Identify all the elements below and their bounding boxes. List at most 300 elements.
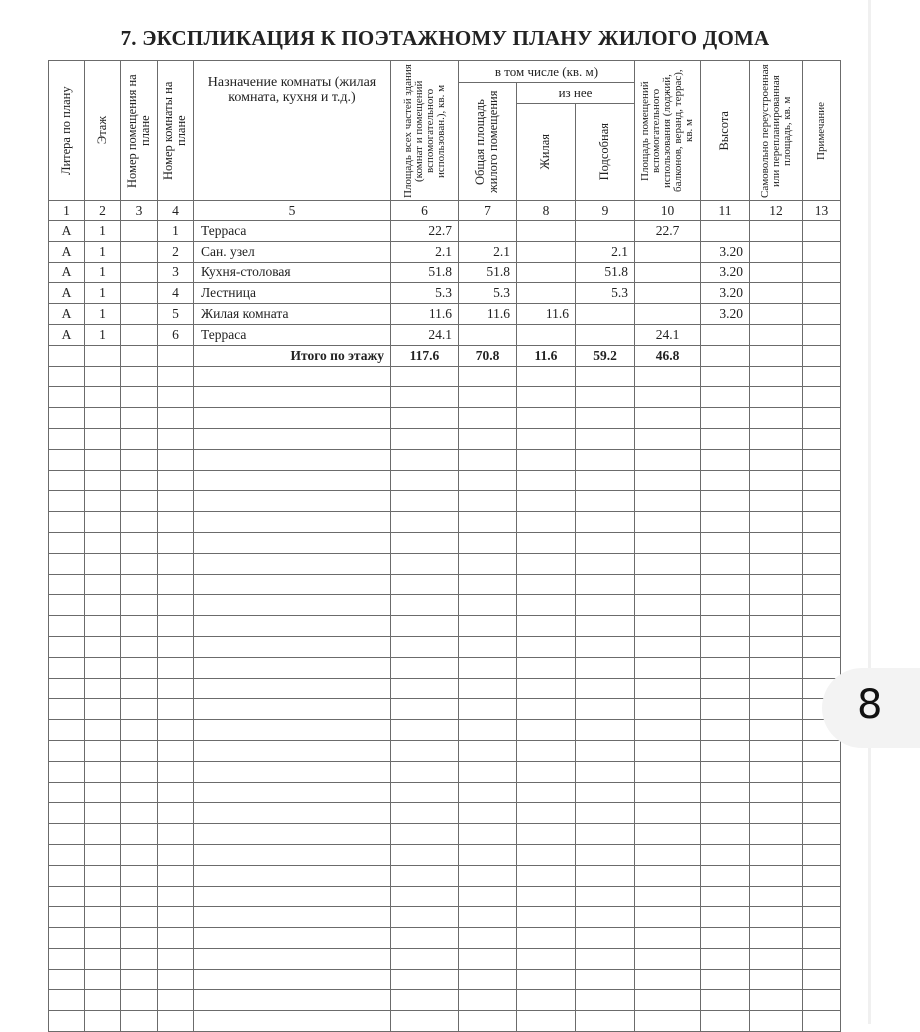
table-cell — [750, 221, 803, 242]
table-cell — [49, 449, 85, 470]
table-cell — [49, 553, 85, 574]
header-living-premise-area — [459, 83, 517, 201]
table-cell — [635, 636, 701, 657]
table-cell — [194, 595, 391, 616]
table-cell — [517, 886, 576, 907]
table-cell — [635, 616, 701, 637]
table-cell — [576, 824, 635, 845]
table-cell — [635, 699, 701, 720]
table-cell: Сан. узел — [194, 241, 391, 262]
column-number: 13 — [803, 201, 841, 221]
table-cell — [121, 241, 158, 262]
table-cell — [750, 678, 803, 699]
table-cell — [49, 678, 85, 699]
table-cell — [459, 761, 517, 782]
table-cell — [49, 803, 85, 824]
table-cell — [701, 512, 750, 533]
table-cell — [121, 428, 158, 449]
table-cell: 24.1 — [391, 324, 459, 345]
header-text: Примечание — [815, 101, 827, 160]
table-cell — [194, 907, 391, 928]
column-number: 2 — [85, 201, 121, 221]
table-cell: 1 — [85, 324, 121, 345]
table-cell — [517, 408, 576, 429]
table-cell — [750, 740, 803, 761]
table-cell — [121, 886, 158, 907]
table-cell — [750, 428, 803, 449]
table-cell — [803, 803, 841, 824]
table-cell — [121, 824, 158, 845]
table-cell — [391, 657, 459, 678]
table-cell: 5.3 — [576, 283, 635, 304]
table-cell — [576, 969, 635, 990]
table-cell — [391, 948, 459, 969]
table-row — [49, 324, 841, 345]
empty-row — [49, 574, 841, 595]
table-cell: А — [49, 283, 85, 304]
table-cell — [803, 761, 841, 782]
table-cell: 3.20 — [701, 241, 750, 262]
table-cell — [576, 907, 635, 928]
column-number: 3 — [121, 201, 158, 221]
table-cell — [576, 428, 635, 449]
table-cell — [158, 470, 194, 491]
table-cell — [391, 636, 459, 657]
table-cell — [194, 491, 391, 512]
table-cell: Терраса — [194, 221, 391, 242]
table-cell — [459, 803, 517, 824]
table-cell — [391, 512, 459, 533]
page-number: 8 — [857, 682, 883, 728]
table-cell — [194, 720, 391, 741]
table-cell — [85, 886, 121, 907]
empty-row — [49, 553, 841, 574]
table-cell — [391, 387, 459, 408]
table-cell — [391, 720, 459, 741]
header-room-purpose: Назначение комнаты (жилая комната, кухня и т.д.) — [194, 61, 391, 201]
table-cell — [121, 969, 158, 990]
table-cell — [750, 1011, 803, 1032]
table-cell — [391, 740, 459, 761]
column-number: 5 — [194, 201, 391, 221]
table-cell — [576, 304, 635, 325]
table-cell — [158, 595, 194, 616]
table-cell — [803, 907, 841, 928]
table-cell — [701, 636, 750, 657]
table-cell — [576, 699, 635, 720]
table-cell — [576, 449, 635, 470]
table-cell — [194, 428, 391, 449]
table-cell — [635, 595, 701, 616]
table-cell — [701, 844, 750, 865]
table-cell — [194, 553, 391, 574]
table-cell — [750, 387, 803, 408]
table-cell — [803, 616, 841, 637]
table-cell — [49, 928, 85, 949]
table-cell — [576, 928, 635, 949]
table-cell — [49, 408, 85, 429]
table-cell — [576, 532, 635, 553]
table-cell — [194, 387, 391, 408]
table-cell: 3.20 — [701, 304, 750, 325]
table-cell — [158, 761, 194, 782]
table-cell — [803, 1011, 841, 1032]
table-cell — [49, 387, 85, 408]
table-cell — [635, 844, 701, 865]
table-cell — [576, 221, 635, 242]
table-cell — [49, 844, 85, 865]
table-cell — [517, 699, 576, 720]
table-cell — [49, 720, 85, 741]
table-cell — [803, 470, 841, 491]
header-room-number — [158, 61, 194, 201]
table-cell — [49, 428, 85, 449]
table-cell — [194, 636, 391, 657]
table-cell — [121, 221, 158, 242]
table-cell — [635, 740, 701, 761]
table-cell — [576, 387, 635, 408]
table-cell — [49, 740, 85, 761]
table-cell — [803, 948, 841, 969]
table-cell — [803, 366, 841, 387]
table-cell — [85, 553, 121, 574]
table-cell — [85, 387, 121, 408]
table-cell — [85, 844, 121, 865]
table-cell — [517, 595, 576, 616]
empty-row — [49, 657, 841, 678]
table-cell — [701, 907, 750, 928]
table-cell — [701, 449, 750, 470]
table-cell — [576, 844, 635, 865]
table-cell — [49, 574, 85, 595]
table-cell — [391, 366, 459, 387]
table-cell — [158, 345, 194, 366]
table-cell: А — [49, 262, 85, 283]
table-cell: 22.7 — [391, 221, 459, 242]
table-cell — [701, 948, 750, 969]
table-cell — [701, 532, 750, 553]
table-cell — [391, 886, 459, 907]
table-cell — [750, 865, 803, 886]
table-cell — [85, 865, 121, 886]
table-cell — [635, 761, 701, 782]
table-cell — [85, 803, 121, 824]
table-cell — [803, 928, 841, 949]
table-cell — [85, 824, 121, 845]
empty-row — [49, 449, 841, 470]
table-cell — [121, 761, 158, 782]
table-cell: 5.3 — [391, 283, 459, 304]
table-cell — [121, 532, 158, 553]
explication-table — [48, 60, 841, 1032]
empty-row — [49, 636, 841, 657]
empty-row — [49, 907, 841, 928]
table-cell — [194, 616, 391, 637]
empty-row — [49, 532, 841, 553]
table-cell — [459, 470, 517, 491]
table-cell — [194, 470, 391, 491]
header-text: Номер помещения на плане — [124, 73, 152, 188]
table-cell — [635, 928, 701, 949]
table-cell — [750, 990, 803, 1011]
table-cell — [750, 553, 803, 574]
header-height — [701, 61, 750, 201]
table-cell — [391, 907, 459, 928]
table-cell — [158, 574, 194, 595]
table-cell: Лестница — [194, 283, 391, 304]
table-cell: 51.8 — [391, 262, 459, 283]
table-cell — [576, 886, 635, 907]
table-cell — [194, 699, 391, 720]
header-note — [803, 61, 841, 201]
table-cell — [517, 470, 576, 491]
table-row — [49, 304, 841, 325]
table-cell — [459, 948, 517, 969]
table-row — [49, 262, 841, 283]
table-cell: 2.1 — [391, 241, 459, 262]
table-cell — [750, 699, 803, 720]
table-cell — [121, 657, 158, 678]
table-cell — [85, 470, 121, 491]
table-cell — [158, 408, 194, 429]
table-cell — [803, 408, 841, 429]
table-cell: 2.1 — [576, 241, 635, 262]
empty-row — [49, 969, 841, 990]
table-cell — [391, 574, 459, 595]
table-cell — [459, 990, 517, 1011]
table-cell: 1 — [85, 304, 121, 325]
table-cell — [701, 865, 750, 886]
table-cell — [85, 636, 121, 657]
table-cell — [635, 865, 701, 886]
table-cell — [85, 616, 121, 637]
table-cell — [635, 782, 701, 803]
column-number: 9 — [576, 201, 635, 221]
table-cell — [121, 574, 158, 595]
table-cell — [121, 907, 158, 928]
table-cell — [85, 408, 121, 429]
table-cell — [459, 886, 517, 907]
table-row — [49, 283, 841, 304]
table-cell — [391, 824, 459, 845]
table-cell — [194, 678, 391, 699]
table-cell — [158, 636, 194, 657]
table-cell — [803, 844, 841, 865]
table-cell — [517, 865, 576, 886]
table-cell — [459, 824, 517, 845]
header-premise-number — [121, 61, 158, 201]
table-cell — [121, 262, 158, 283]
table-cell — [459, 657, 517, 678]
table-cell — [459, 491, 517, 512]
header-text: Подсобная — [597, 123, 612, 181]
table-cell — [121, 803, 158, 824]
table-cell — [194, 761, 391, 782]
table-cell — [85, 1011, 121, 1032]
table-cell — [158, 1011, 194, 1032]
table-cell — [803, 491, 841, 512]
empty-row — [49, 761, 841, 782]
table-cell — [701, 1011, 750, 1032]
table-cell — [49, 907, 85, 928]
table-cell — [803, 304, 841, 325]
column-number: 12 — [750, 201, 803, 221]
table-cell — [391, 1011, 459, 1032]
table-cell — [701, 221, 750, 242]
header-text: Самовольно переустроенная или перепланированная площадь, кв. м — [758, 63, 793, 198]
table-cell — [576, 782, 635, 803]
table-cell — [194, 990, 391, 1011]
document-title: 7. ЭКСПЛИКАЦИЯ К ПОЭТАЖНОМУ ПЛАНУ ЖИЛОГО ДОМА — [120, 26, 770, 50]
table-cell — [803, 595, 841, 616]
table-cell — [517, 387, 576, 408]
table-cell — [750, 241, 803, 262]
table-cell: 11.6 — [459, 304, 517, 325]
table-cell — [635, 990, 701, 1011]
table-cell — [701, 657, 750, 678]
header-text: Общая площадь жилого помещения — [473, 90, 501, 193]
table-cell — [750, 636, 803, 657]
header-text: Площадь всех частей здания (комнат и помещений вспомогательного использован.), кв. м — [401, 63, 447, 198]
table-cell — [194, 740, 391, 761]
empty-row — [49, 720, 841, 741]
table-cell: 3.20 — [701, 283, 750, 304]
table-cell — [459, 678, 517, 699]
table-cell — [803, 865, 841, 886]
table-cell — [517, 761, 576, 782]
header-text: Литера по плану — [58, 86, 73, 175]
table-cell — [517, 720, 576, 741]
table-cell — [701, 886, 750, 907]
table-cell — [158, 532, 194, 553]
table-cell: Терраса — [194, 324, 391, 345]
header-text: Площадь помещений вспомогательного использования (лоджий, балконов, веранд, террас), кв. м — [639, 69, 695, 192]
empty-row — [49, 865, 841, 886]
table-cell — [750, 262, 803, 283]
column-number: 10 — [635, 201, 701, 221]
table-cell — [158, 491, 194, 512]
empty-row — [49, 616, 841, 637]
table-cell — [85, 990, 121, 1011]
column-number: 11 — [701, 201, 750, 221]
table-row — [49, 241, 841, 262]
table-cell — [517, 616, 576, 637]
table-cell — [803, 512, 841, 533]
empty-row — [49, 782, 841, 803]
table-cell — [85, 449, 121, 470]
table-cell — [576, 865, 635, 886]
table-cell — [517, 324, 576, 345]
table-cell — [121, 616, 158, 637]
table-cell — [635, 428, 701, 449]
table-cell — [750, 907, 803, 928]
table-cell — [121, 636, 158, 657]
table-cell — [121, 740, 158, 761]
table-cell — [701, 782, 750, 803]
table-cell — [635, 553, 701, 574]
table-cell — [635, 304, 701, 325]
empty-row — [49, 678, 841, 699]
table-cell — [49, 366, 85, 387]
table-cell — [803, 657, 841, 678]
table-cell — [701, 616, 750, 637]
table-cell — [576, 657, 635, 678]
table-cell — [391, 595, 459, 616]
table-cell — [194, 574, 391, 595]
table-cell — [803, 553, 841, 574]
table-cell — [158, 865, 194, 886]
table-cell — [517, 782, 576, 803]
table-cell — [803, 387, 841, 408]
table-cell — [701, 324, 750, 345]
table-cell: 4 — [158, 283, 194, 304]
table-cell — [576, 740, 635, 761]
header-text: Высота — [717, 110, 732, 151]
table-cell — [701, 470, 750, 491]
table-cell — [158, 657, 194, 678]
table-cell — [459, 553, 517, 574]
table-cell — [701, 699, 750, 720]
table-cell — [701, 553, 750, 574]
table-cell — [803, 969, 841, 990]
table-cell — [635, 948, 701, 969]
table-cell — [194, 782, 391, 803]
column-number: 8 — [517, 201, 576, 221]
table-cell — [391, 532, 459, 553]
table-cell — [391, 616, 459, 637]
column-number: 6 — [391, 201, 459, 221]
table-cell — [517, 928, 576, 949]
column-number: 1 — [49, 201, 85, 221]
table-cell — [803, 283, 841, 304]
table-cell — [635, 449, 701, 470]
table-cell — [635, 512, 701, 533]
table-cell — [635, 886, 701, 907]
table-cell — [459, 907, 517, 928]
empty-row — [49, 512, 841, 533]
table-cell — [459, 928, 517, 949]
header-text: Номер комнаты на плане — [161, 81, 189, 180]
empty-row — [49, 387, 841, 408]
table-cell — [517, 948, 576, 969]
table-cell: 1 — [85, 241, 121, 262]
table-cell — [635, 907, 701, 928]
table-cell — [635, 387, 701, 408]
table-cell — [158, 803, 194, 824]
table-row — [49, 221, 841, 242]
table-cell: 11.6 — [517, 304, 576, 325]
empty-row — [49, 699, 841, 720]
table-cell: А — [49, 324, 85, 345]
table-cell — [517, 221, 576, 242]
table-cell — [750, 283, 803, 304]
table-cell — [194, 512, 391, 533]
table-cell — [701, 720, 750, 741]
table-cell — [750, 720, 803, 741]
table-cell — [803, 449, 841, 470]
table-cell — [85, 345, 121, 366]
table-cell — [49, 865, 85, 886]
table-cell — [635, 1011, 701, 1032]
table-cell — [576, 553, 635, 574]
page-number-badge[interactable] — [822, 668, 920, 748]
table-cell — [85, 366, 121, 387]
table-cell — [49, 969, 85, 990]
table-cell — [635, 574, 701, 595]
table-cell — [459, 699, 517, 720]
table-cell — [701, 408, 750, 429]
table-cell — [194, 865, 391, 886]
